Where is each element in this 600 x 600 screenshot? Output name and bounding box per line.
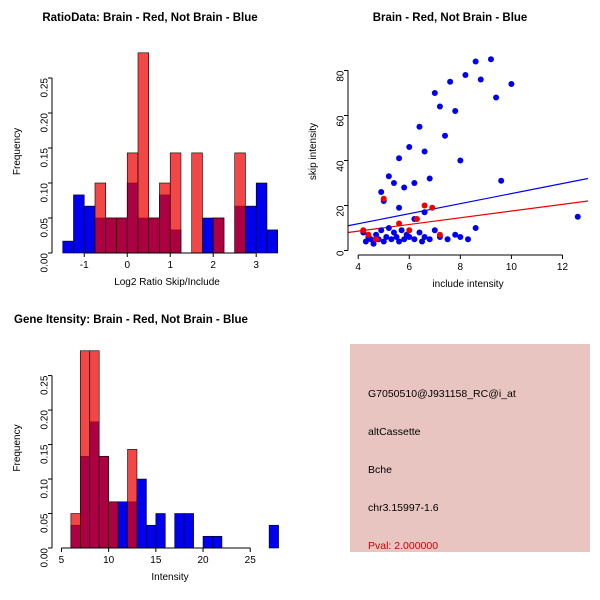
svg-text:0.10: 0.10 bbox=[39, 183, 51, 203]
svg-text:40: 40 bbox=[335, 160, 347, 172]
panel-intensity-histogram bbox=[0, 300, 300, 600]
svg-text:Intensity: Intensity bbox=[151, 572, 189, 583]
panel-scatter bbox=[300, 0, 600, 300]
svg-text:2: 2 bbox=[210, 260, 216, 271]
svg-text:0.00: 0.00 bbox=[39, 548, 51, 568]
scatter-plot bbox=[300, 0, 600, 300]
probe-info-box bbox=[350, 344, 590, 552]
svg-text:5: 5 bbox=[58, 555, 65, 566]
svg-text:Frequency: Frequency bbox=[12, 127, 23, 176]
svg-text:12: 12 bbox=[556, 262, 569, 273]
svg-text:0.25: 0.25 bbox=[39, 78, 51, 98]
svg-text:0.10: 0.10 bbox=[39, 479, 51, 499]
svg-text:60: 60 bbox=[335, 115, 347, 127]
intensity-histogram-plot bbox=[0, 300, 300, 600]
svg-text:0.05: 0.05 bbox=[39, 218, 51, 238]
panel-ratio-histogram-title: RatioData: Brain - Red, Not Brain - Blue bbox=[42, 12, 258, 24]
svg-text:0.00: 0.00 bbox=[39, 253, 51, 273]
svg-text:0.05: 0.05 bbox=[39, 513, 51, 533]
gene-name-text: Bche bbox=[368, 464, 392, 476]
probe-id-text: G7050510@J931158_RC@i_at bbox=[368, 388, 516, 400]
ratio-histogram-plot bbox=[0, 0, 300, 300]
svg-text:0: 0 bbox=[335, 250, 347, 257]
svg-text:3: 3 bbox=[253, 260, 259, 271]
panel-scatter-title: Brain - Red, Not Brain - Blue bbox=[372, 12, 528, 24]
locus-text: chr3.15997-1.6 bbox=[368, 502, 439, 514]
svg-text:20: 20 bbox=[197, 555, 209, 566]
svg-text:Frequency: Frequency bbox=[12, 424, 23, 472]
svg-text:6: 6 bbox=[406, 262, 413, 273]
svg-text:0.15: 0.15 bbox=[39, 444, 51, 465]
svg-text:-1: -1 bbox=[79, 260, 89, 271]
panel-ratio-histogram bbox=[0, 0, 300, 300]
svg-text:10: 10 bbox=[505, 262, 517, 273]
svg-text:4: 4 bbox=[355, 262, 361, 273]
svg-text:8: 8 bbox=[457, 262, 464, 273]
svg-text:10: 10 bbox=[103, 555, 115, 566]
pval-text: Pval: 2.000000 bbox=[368, 540, 439, 552]
panel-intensity-histogram-title: Gene Itensity: Brain - Red, Not Brain - Blue bbox=[14, 314, 248, 326]
svg-text:0.15: 0.15 bbox=[39, 148, 51, 168]
svg-text:15: 15 bbox=[150, 555, 162, 566]
svg-text:0.20: 0.20 bbox=[39, 410, 51, 430]
svg-text:1: 1 bbox=[167, 260, 174, 271]
svg-text:Log2 Ratio Skip/Include: Log2 Ratio Skip/Include bbox=[114, 277, 220, 288]
svg-text:20: 20 bbox=[335, 205, 347, 217]
svg-text:0.25: 0.25 bbox=[39, 375, 51, 396]
svg-text:skip intensity: skip intensity bbox=[308, 122, 319, 181]
svg-text:25: 25 bbox=[244, 555, 256, 566]
svg-text:include intensity: include intensity bbox=[432, 279, 504, 290]
svg-text:0: 0 bbox=[124, 260, 131, 271]
svg-text:0.20: 0.20 bbox=[39, 113, 51, 133]
event-type-text: altCassette bbox=[368, 426, 421, 438]
svg-text:80: 80 bbox=[335, 70, 347, 82]
